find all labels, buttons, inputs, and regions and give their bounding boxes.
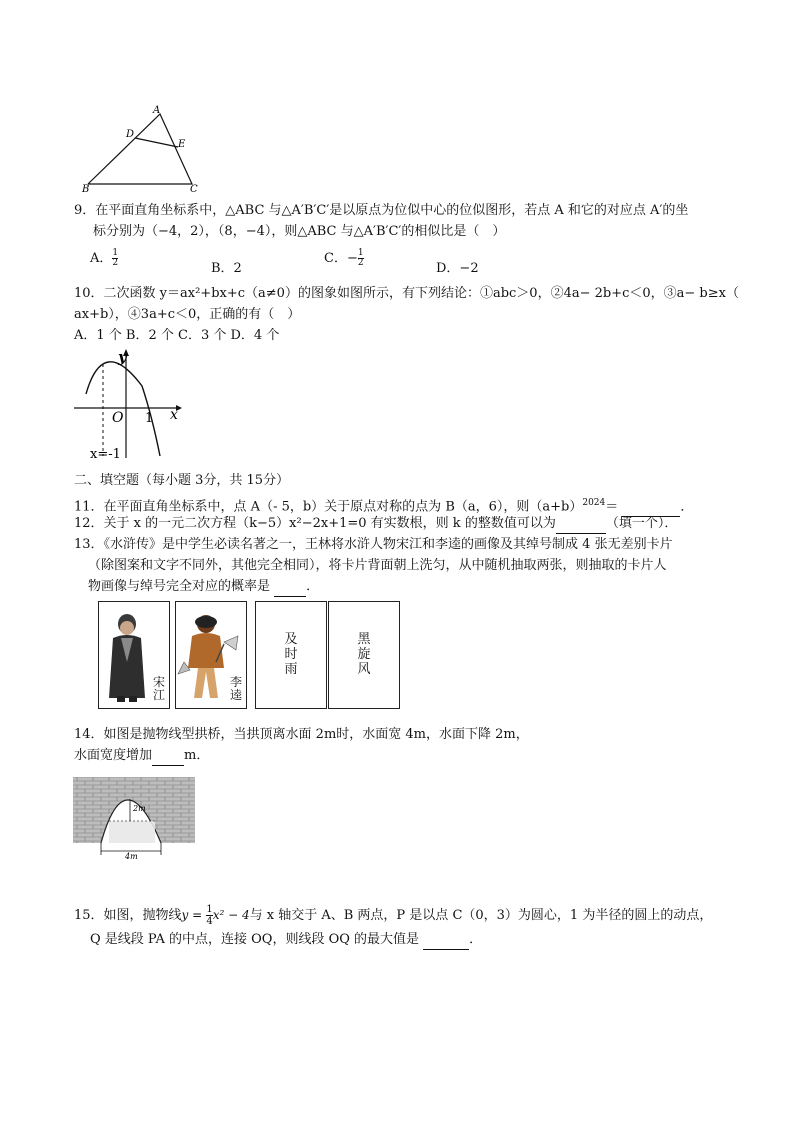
q9-option-c[interactable]: C．− $\frac{1}{2}$: [324, 248, 364, 268]
x-axis-label: x: [170, 407, 178, 423]
q13-line3: 物画像与绰号完全对应的概率是 ．: [88, 578, 319, 597]
triangle-abc: [88, 114, 192, 184]
card-li-kui[interactable]: [175, 601, 247, 709]
q14-answer-blank[interactable]: [152, 747, 184, 766]
q10-line2: ax+b），④3a+c＜0，正确的有（ ）: [74, 307, 301, 322]
q15-line2: Q 是线段 PA 的中点，连接 OQ，则线段 OQ 的最大值是 ．: [90, 931, 482, 950]
label-c: C: [190, 184, 198, 193]
q12-answer-blank[interactable]: [556, 515, 606, 534]
label-e: E: [178, 139, 186, 150]
water-surface: [109, 821, 155, 843]
q10-line1: 10．二次函数 y＝ax²+bx+c（a≠0）的图象如图所示，有下列结论：①abc＞0，②4a− 2b+c＜0，③a− b≥x（: [74, 286, 739, 301]
q13-line1: 13．《水浒传》是中学生必读名著之一，王林将水浒人物宋江和李逵的画像及其绰号制成 4 张无差别卡片: [74, 537, 673, 552]
q15-line1: 15．如图，抛物线y = $\frac{1}{4}$ x² − 4与 x 轴交于 A、B 两点，P 是以点 C（0，3）为圆心，1 为半径的圆上的动点，: [74, 904, 713, 927]
y-axis-label: y: [118, 348, 127, 366]
parabola-curve: [86, 362, 160, 456]
tick-one-label: 1: [145, 411, 154, 426]
card-ji-shi-yu[interactable]: [255, 601, 327, 709]
q14-line1: 14．如图是抛物线型拱桥，当拱顶离水面 2m时，水面宽 4m，水面下降 2m，: [74, 727, 529, 742]
parabola-graph: [72, 346, 184, 462]
label-d: D: [126, 129, 135, 140]
q11: 11．在平面直角坐标系中，点 A（- 5，b）关于原点对称的点为 B（a，6），则$(a+b)^{2024}=$ ．: [74, 494, 693, 517]
q13-line2: （除图案和文字不同外，其他完全相同），将卡片背面朝上洗匀，从中随机抽取两张，则抽取的卡片人: [88, 558, 667, 573]
q14-line2: 水面宽度增加 m．: [74, 747, 209, 766]
q9-line2: 标分别为（−4，2），（8，−4），则△ABC 与△A′B′C′的相似比是（ ）: [93, 224, 506, 239]
label-a: A: [153, 105, 161, 116]
label-b: B: [82, 184, 90, 193]
card-ji-shi-yu-text: 及 时 雨: [284, 632, 298, 677]
arch-bridge-figure: [73, 777, 195, 859]
q10-options[interactable]: A．1 个 B．2 个 C．3 个 D．4 个: [74, 328, 280, 343]
card-hei-xuan-feng-text: 黑 旋 风: [357, 632, 371, 677]
card-li-kui-label: 李 逵: [229, 675, 242, 702]
section-2-title: 二、填空题（每小题 3分，共 15分）: [74, 473, 290, 488]
symmetry-axis-label: x=-1: [90, 447, 121, 462]
q9-option-d[interactable]: D．−2: [436, 261, 479, 276]
q12: 12．关于 x 的一元二次方程（k−5）x²−2x+1=0 有实数根，则 k 的整数值可以为 （填一个）．: [74, 515, 677, 534]
q9-line1: 9．在平面直角坐标系中，△ABC 与△A′B′C′是以原点为位似中心的位似图形，若点 A 和它的对应点 A′的坐: [74, 203, 689, 218]
height-label: 2m: [133, 804, 146, 813]
triangle-figure: [78, 103, 206, 193]
q9-option-a[interactable]: A． $\frac{1}{2}$: [90, 248, 119, 268]
card-song-jiang-label: 宋 江: [152, 675, 165, 702]
origin-label: O: [112, 410, 124, 426]
q9-option-b[interactable]: B．2: [211, 261, 242, 276]
q13-answer-blank[interactable]: [274, 578, 306, 597]
width-label: 4m: [125, 852, 138, 859]
card-song-jiang[interactable]: [98, 601, 170, 709]
card-hei-xuan-feng[interactable]: [328, 601, 400, 709]
q15-answer-blank[interactable]: [423, 931, 469, 950]
